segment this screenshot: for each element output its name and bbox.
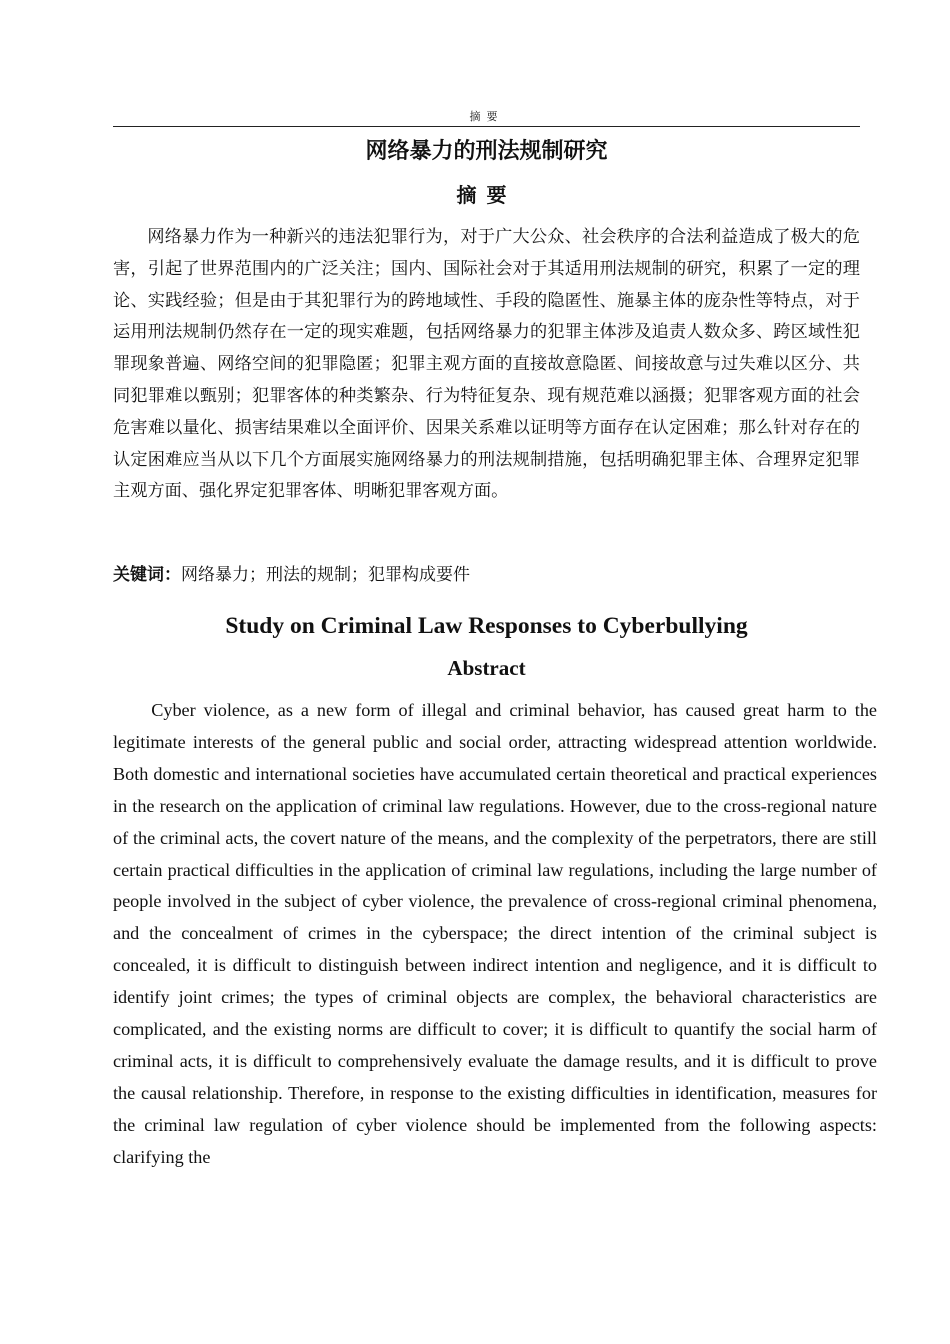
keywords-text: 网络暴力；刑法的规制；犯罪构成要件 (181, 565, 470, 585)
english-title: Study on Criminal Law Responses to Cyberbullying (225, 613, 748, 639)
chinese-abstract-heading: 摘要 (456, 183, 517, 207)
keywords-label: 关键词： (113, 565, 181, 585)
header-divider (113, 126, 860, 127)
chinese-abstract-body: 网络暴力作为一种新兴的违法犯罪行为，对于广大公众、社会秩序的合法利益造成了极大的危害，引起了世界范围内的广泛关注；国内、国际社会对于其适用刑法规制的研究，积累了一定的理论、实践经验；但是由于其犯罪行为的跨地域性、手段的隐匿性、施暴主体的庞杂性等特点，对于运用刑法规制仍然存在一定的现实难题，包括网络暴力的犯罪主体涉及追责人数众多、跨区域性犯罪现象普遍、网络空间的犯罪隐匿；犯罪主观方面的直接故意隐匿、间接故意与过失难以区分、共同犯罪难以甄别；犯罪客体的种类繁杂、行为特征复杂、现有规范难以涵摄；犯罪客观方面的社会危害难以量化、损害结果难以全面评价、因果关系难以证明等方面存在认定困难；那么针对存在的认定困难应当从以下几个方面展实施网络暴力的刑法规制措施，包括明确犯罪主体、合理界定犯罪主观方面、强化界定犯罪客体、明晰犯罪客观方面。 (113, 227, 860, 502)
english-abstract-heading: Abstract (447, 656, 526, 680)
english-abstract-body: Cyber violence, as a new form of illegal and criminal behavior, has caused great harm to the legitimate interests of the general public and social order, attracting widespread attention worldwide. Both domestic and international societies have accumulated certain theoretical and practical experiences in the research on the application of criminal law regulations. However, due to the cross-regional nature of the criminal acts, the covert nature of the means, and the complexity of the perpetrators, there are still certain practical difficulties in the application of criminal law regulations, including the large number of people involved in the subject of cyber violence, the prevalence of cross-regional criminal phenomena, and the concealment of crimes in the cyberspace; the direct intention of the criminal subject is concealed, it is difficult to distinguish between indirect intention and negligence, and it is difficult to identify joint crimes; the types of criminal objects are complex, the behavioral characteristics are complicated, and the existing norms are difficult to cover; it is difficult to quantify the social harm of criminal acts, it is difficult to comprehensively evaluate the damage results, and it is difficult to prove the causal relationship. Therefore, in response to the existing difficulties in identification, measures for the criminal law regulation of cyber violence should be implemented from the following aspects: clarifying the (113, 700, 877, 1167)
chinese-title: 网络暴力的刑法规制研究 (365, 139, 608, 164)
chinese-keywords (113, 560, 860, 590)
running-header: 摘要 (469, 110, 504, 123)
